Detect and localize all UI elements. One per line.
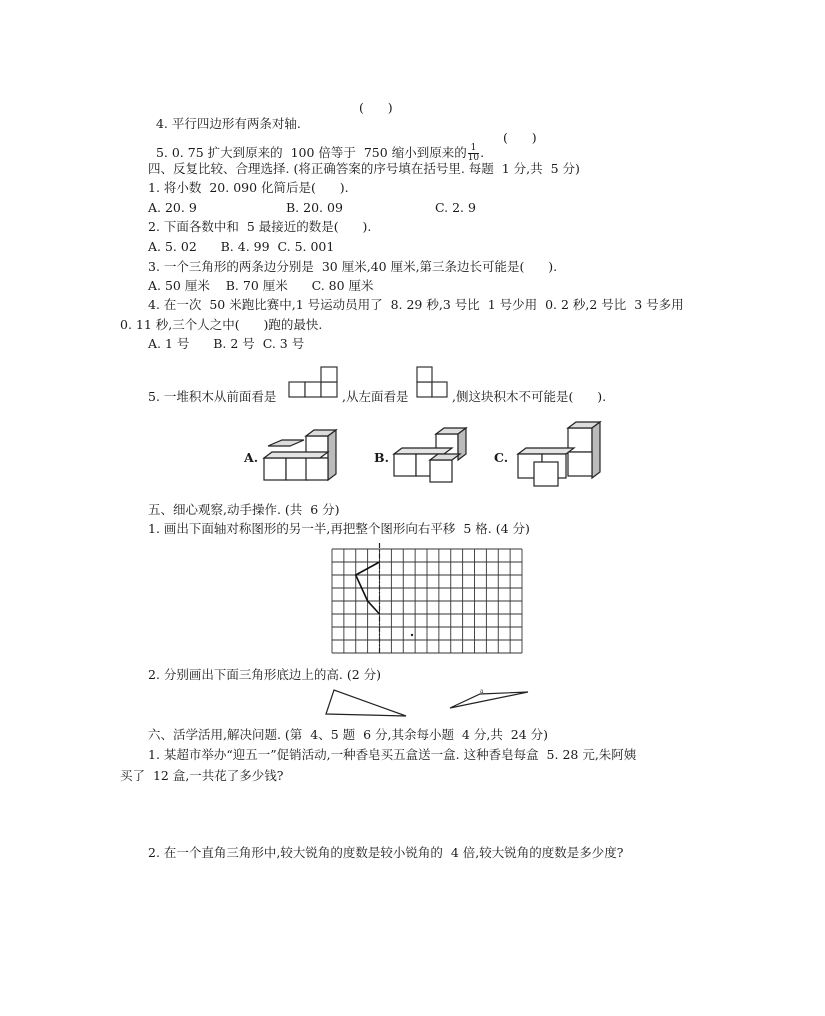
mc-item-3-options: A. 50 厘米 B. 70 厘米 C. 80 厘米 [148, 278, 374, 293]
mc-item-2-options: A. 5. 02 B. 4. 99 C. 5. 001 [148, 239, 335, 254]
triangle-2-figure [448, 690, 532, 712]
draw-item-1-text: 1. 画出下面轴对称图形的另一半,再把整个图形向右平移 5 格. (4 分) [148, 521, 530, 536]
section-5-heading: 五、细心观察,动手操作. (共 6 分) [148, 502, 340, 517]
mc-item-2-stem: 2. 下面各数中和 5 最接近的数是( ). [148, 219, 372, 234]
mc-item-5-stem-a: 5. 一堆积木从前面看是 [148, 389, 277, 404]
option-a-label: A. [244, 450, 259, 465]
problem-2-text: 2. 在一个直角三角形中,较大锐角的度数是较小锐角的 4 倍,较大锐角的度数是多少度? [148, 845, 624, 860]
section-4-heading: 四、反复比较、合理选择. (将正确答案的序号填在括号里. 每题 1 分,共 5 分) [148, 161, 580, 176]
draw-item-2-text: 2. 分别画出下面三角形底边上的高. (2 分) [148, 667, 382, 682]
problem-1-line-1: 1. 某超市举办“迎五一”促销活动,一种香皂买五盒送一盒. 这种香皂每盒 5. 28 元,朱阿姨 [148, 747, 637, 762]
reference-dot [411, 634, 413, 636]
mc-item-1-option-c: C. 2. 9 [435, 200, 476, 215]
tf-item-4-answer-paren[interactable]: ( ) [359, 100, 393, 115]
symmetry-grid-figure [332, 549, 522, 654]
option-c-label: C. [494, 450, 509, 465]
tf-item-5: 5. 0. 75 扩大到原来的 100 倍等于 750 缩小到原来的 $\frac{1}{10}$ . [155, 143, 485, 163]
problem-1-line-2: 买了 12 盒,一共花了多少钱? [120, 768, 284, 783]
tf-item-5-answer-paren[interactable]: ( ) [503, 130, 537, 145]
left-view-figure [416, 366, 450, 398]
option-b-blocks-figure [392, 426, 468, 484]
option-a-blocks-figure [262, 428, 338, 484]
option-c-blocks-figure [514, 420, 604, 490]
triangle-2-label: a [480, 688, 484, 695]
option-b-label: B. [374, 450, 389, 465]
mc-item-4-stem-cont: 0. 11 秒,三个人之中( )跑的最快. [120, 317, 323, 332]
mc-item-3-stem: 3. 一个三角形的两条边分别是 30 厘米,40 厘米,第三条边长可能是( ). [148, 259, 558, 274]
mc-item-5-stem-c: ,侧这块积木不可能是( ). [452, 389, 607, 404]
mc-item-1-option-b: B. 20. 09 [286, 200, 343, 215]
mc-item-1-stem: 1. 将小数 20. 090 化简后是( ). [148, 180, 349, 195]
front-view-figure [288, 366, 340, 398]
tf-item-4-text: 4. 平行四边形有两条对轴. [155, 116, 301, 131]
mc-item-1-option-a: A. 20. 9 [148, 200, 197, 215]
tf-item-5-text: 5. 0. 75 扩大到原来的 100 倍等于 750 缩小到原来的 [155, 145, 467, 160]
fraction-one-tenth: $\frac{1}{10}$ [467, 143, 480, 163]
mc-item-4-options: A. 1 号 B. 2 号 C. 3 号 [148, 336, 305, 351]
triangle-1-figure [324, 688, 410, 720]
section-6-heading: 六、活学活用,解决问题. (第 4、5 题 6 分,其余每小题 4 分,共 24 分) [148, 727, 549, 742]
mc-item-4-stem: 4. 在一次 50 米跑比赛中,1 号运动员用了 8. 29 秒,3 号比 1 号少用 0. 2 秒,2 号比 3 号多用 [148, 297, 684, 312]
mc-item-5-stem-b: ,从左面看是 [342, 389, 409, 404]
